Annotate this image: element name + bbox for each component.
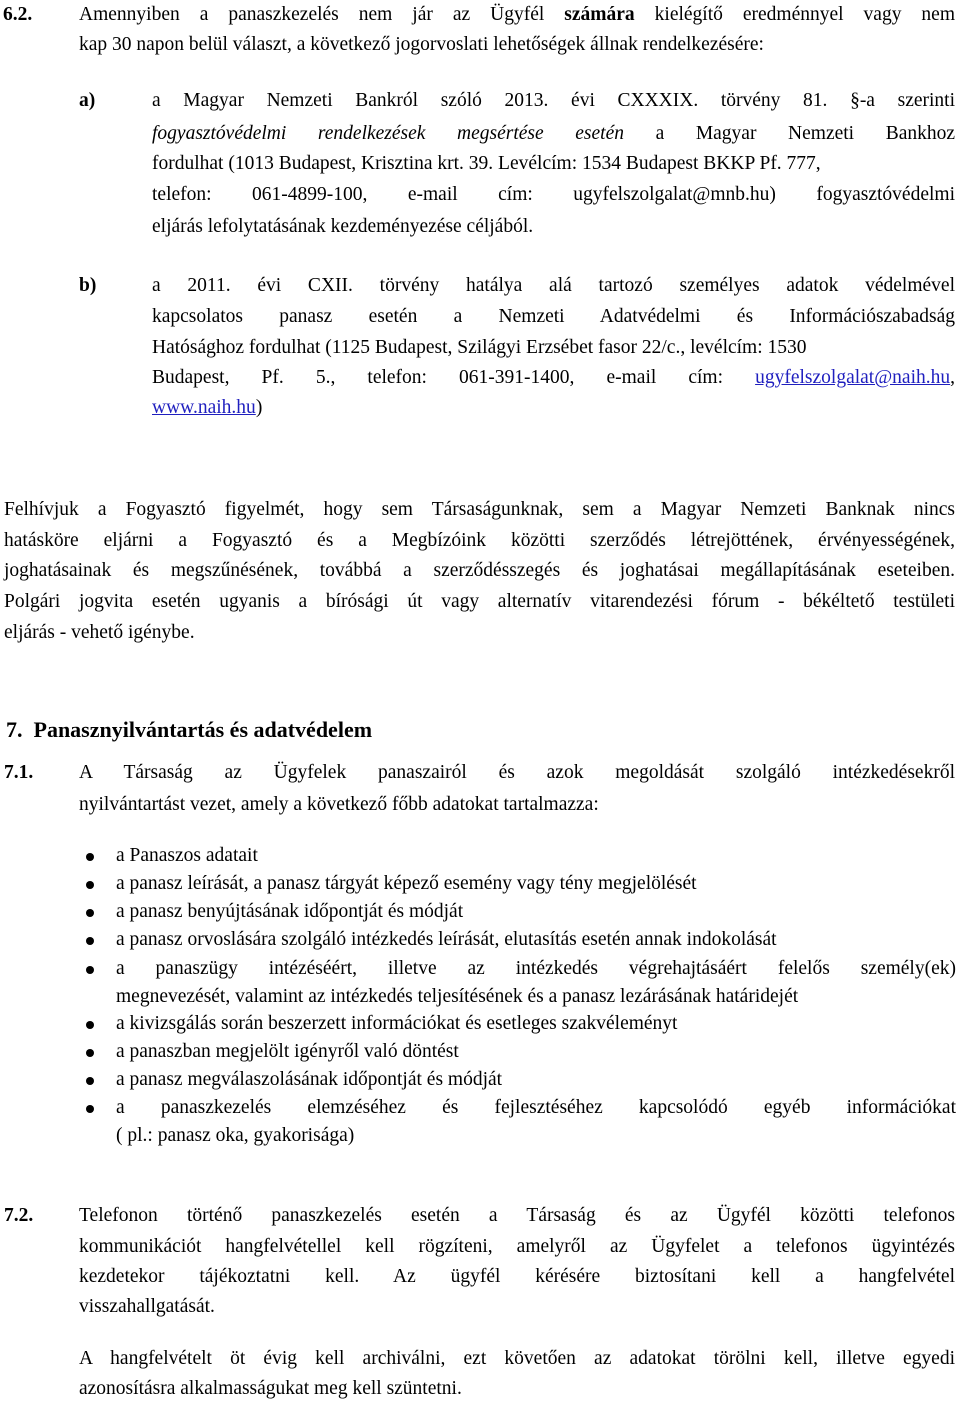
item-a-line-4: telefon: 061-4899-100, e-mail cím: ugyfelszolgalat@mnb.hu) fogyasztóvédelmi <box>152 184 955 205</box>
bold-text: számára <box>564 4 635 25</box>
notice-line-3: joghatásainak és megszűnésének, továbbá a szerződésszegés és joghatásai megállapításának eseteiben. <box>4 560 955 581</box>
paragraph-6-2-line-1 <box>79 0 955 30</box>
bullet-icon <box>86 853 94 861</box>
item-a-line-1 <box>152 86 955 116</box>
paragraph-7-2b-line-2: azonosításra alkalmasságukat meg kell szüntetni. <box>79 1378 462 1399</box>
bullet-icon <box>86 966 94 974</box>
bullet-icon <box>86 1077 94 1085</box>
paragraph-7-1-line-2: nyilvántartást vezet, amely a következő főbb adatokat tartalmazza: <box>79 794 599 815</box>
item-b-line-1 <box>152 271 955 301</box>
item-a-label: a) <box>79 90 96 111</box>
text: a Magyar Nemzeti Bankról szóló 2013. évi CXXXIX. törvény 81. <box>152 90 851 111</box>
section-7-number: 7. <box>6 717 23 742</box>
list-item-text: a panaszkezelés elemzéséhez és fejlesztéséhez kapcsolódó egyéb információkat <box>116 1097 956 1118</box>
paragraph-7-2-line-1: Telefonon történő panaszkezelés esetén a Társaság és az Ügyfél közötti telefonos <box>79 1205 955 1226</box>
list-item-text: a kivizsgálás során beszerzett információkat és esetleges szakvéleményt <box>116 1013 678 1034</box>
item-a-line-3: fordulhat (1013 Budapest, Krisztina krt. 39. Levélcím: 1534 Budapest BKKP Pf. 777, <box>152 153 821 174</box>
item-a-line-5: eljárás lefolytatásának kezdeményezése céljából. <box>152 216 534 237</box>
section-7-heading <box>6 717 372 743</box>
bullet-icon <box>86 1021 94 1029</box>
section-7-title: Panasznyilvántartás és adatvédelem <box>33 717 373 742</box>
item-b-line-4 <box>152 363 955 393</box>
text: kielégítő eredménnyel vagy nem <box>634 4 955 25</box>
list-item-text: ( pl.: panasz oka, gyakorisága) <box>116 1125 355 1146</box>
list-item-text: a panasz orvoslására szolgáló intézkedés leírását, elutasítás esetén annak indokolását <box>116 929 777 950</box>
item-b-label: b) <box>79 275 97 296</box>
italic-text: fogyasztóvédelmi rendelkezések megsértése esetén <box>152 123 624 144</box>
list-item-text: megnevezését, valamint az intézkedés teljesítésének és a panasz lezárásának határidejét <box>116 986 799 1007</box>
paragraph-7-1-line-1: A Társaság az Ügyfelek panaszairól és azok megoldását szolgáló intézkedésekről <box>79 762 955 783</box>
list-item-text: a panaszügy intézéséért, illetve az intézkedés végrehajtásáért felelős személy(ek) <box>116 958 956 979</box>
text: Budapest, Pf. 5., telefon: 061-391-1400, e-mail cím: <box>152 367 756 388</box>
text: a 2011. évi CXII. <box>152 275 380 296</box>
paragraph-7-2-line-4: visszahallgatását. <box>79 1296 215 1317</box>
list-item-text: a panaszban megjelölt igényről való döntést <box>116 1041 459 1062</box>
bullet-icon <box>86 937 94 945</box>
section-number-7-1: 7.1. <box>4 762 34 783</box>
notice-line-1: Felhívjuk a Fogyasztó figyelmét, hogy sem Társaságunknak, sem a Magyar Nemzeti Banknak nincs <box>4 499 955 520</box>
list-item-text: a Panaszos adatait <box>116 845 258 866</box>
bullet-icon <box>86 909 94 917</box>
list-item-text: a panasz leírását, a panasz tárgyát képező esemény vagy tény megjelölését <box>116 873 697 894</box>
text: a Magyar Nemzeti Bankhoz <box>623 123 956 144</box>
item-b-line-5 <box>152 393 262 423</box>
item-b-line-2: kapcsolatos panasz esetén a Nemzeti Adatvédelmi és Információszabadság <box>152 306 955 327</box>
paragraph-7-2b-line-1: A hangfelvételt öt évig kell archiválni, ezt követően az adatokat törölni kell, illetve egyedi <box>79 1348 955 1369</box>
bullet-icon <box>86 1105 94 1113</box>
text: , <box>950 367 955 388</box>
list-item-text: a panasz benyújtásának időpontját és módját <box>116 901 464 922</box>
paragraph-7-2-line-3: kezdetekor tájékoztatni kell. Az ügyfél kérésére biztosítani kell a hangfelvétel <box>79 1266 955 1287</box>
naih-email-link[interactable]: ugyfelszolgalat@naih.hu <box>755 367 951 388</box>
notice-line-4: Polgári jogvita esetén ugyanis a bírósági út vagy alternatív vitarendezési fórum - békéltető testületi <box>4 591 955 612</box>
text: ) <box>255 397 263 418</box>
section-number-7-2: 7.2. <box>4 1205 34 1226</box>
text: Amennyiben a panaszkezelés nem jár az Ügyfél <box>79 4 565 25</box>
item-a-line-2 <box>152 119 955 149</box>
bullet-icon <box>86 881 94 889</box>
item-b-line-3: Hatósághoz fordulhat (1125 Budapest, Szilágyi Erzsébet fasor 22/c., levélcím: 1530 <box>152 337 807 358</box>
bullet-icon <box>86 1049 94 1057</box>
notice-line-5: eljárás - vehető igénybe. <box>4 622 195 643</box>
text: törvény hatálya alá tartozó személyes adatok védelmével <box>379 275 955 296</box>
paragraph-7-2-line-2: kommunikációt hangfelvétellel kell rögzíteni, amelyről az Ügyfelet a telefonos ügyintézés <box>79 1236 955 1257</box>
paragraph-6-2-line-2: kap 30 napon belül választ, a következő jogorvoslati lehetőségek állnak rendelkezésére: <box>79 34 764 55</box>
list-item-text: a panasz megválaszolásának időpontját és módját <box>116 1069 503 1090</box>
notice-line-2: hatásköre eljárni a Fogyasztó és a Megbízóink közötti szerződés létrejöttének, érvényességének, <box>4 530 955 551</box>
section-number-6-2: 6.2. <box>3 4 33 25</box>
naih-website-link[interactable]: www.naih.hu <box>152 397 256 418</box>
text: §-a szerinti <box>850 90 955 111</box>
